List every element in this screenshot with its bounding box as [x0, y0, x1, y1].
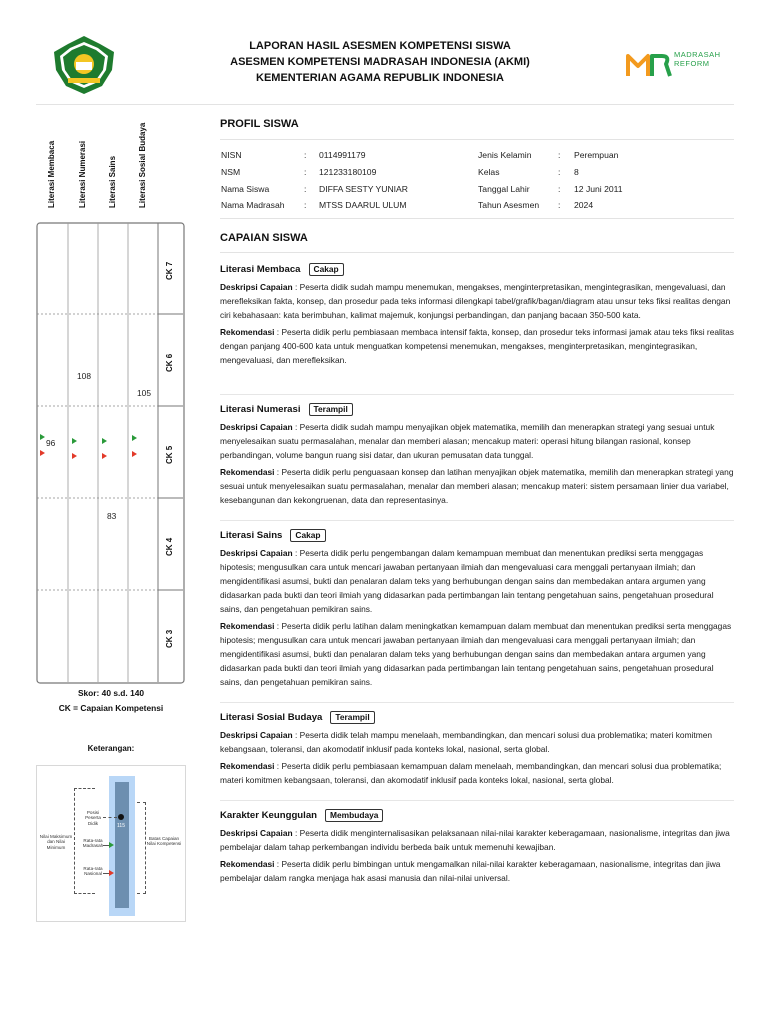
chart-ck-note: CK = Capaian Kompetensi	[58, 703, 164, 713]
profile-value: 0114991179	[319, 150, 366, 160]
madrasah-average-marker	[72, 438, 77, 444]
chart-score-label: 96	[46, 438, 56, 449]
national-average-marker	[40, 450, 45, 456]
rec-text: : Peserta didik perlu pembiasaan membaca intensif fakta, konsep, dan prosedur teks informasi jamak atau teks fiksi realitas dengan panjang 400-600 kata untuk menguatkan kompetensi menemukan, mengakses, menginterpretasikan, mengintegrasikan, mengevaluasi, dan merefleksikan.	[220, 327, 734, 365]
chart-column-label: Literasi Membaca	[47, 140, 56, 208]
chart-band-label: CK 3	[165, 629, 174, 648]
subject-level-badge: Cakap	[309, 263, 344, 276]
subject-divider	[220, 800, 734, 801]
subject-name: Literasi Numerasi	[220, 403, 301, 415]
desc-label: Deskripsi Capaian	[220, 828, 293, 838]
chart-band-label: CK 4	[165, 537, 174, 556]
rec-text: : Peserta didik perlu latihan dalam meningkatkan kemampuan dalam membuat dan menentukan prediksi serta menggagas hipotesis; mengusulkan cara untuk mencari jawaban pertanyaan ilmiah dan mengevaluasi cara menggali pertanyaan ilmiah; dan mengidentifikasi asumsi, bukti dan penalaran dalam teks yang berhubungan dengan sains dan membedakan antara argumen yang didasarkan pada bukti dan teori ilmiah yang didasarkan pada pertimbangan lain tentang pengetahuan sains, pengetahuan prosedural sains, dan pengetahuan pemikiran sains.	[220, 621, 732, 687]
subject-divider	[220, 520, 734, 521]
profile-separator: :	[304, 167, 307, 177]
profile-value: 2024	[574, 200, 594, 210]
profile-separator: :	[304, 184, 307, 194]
subject-divider	[220, 394, 734, 395]
profile-label: Jenis Kelamin	[478, 150, 532, 160]
profile-label: NSM	[221, 167, 241, 177]
profile-separator: :	[304, 200, 307, 210]
national-average-marker	[132, 451, 137, 457]
chart-band-label: CK 5	[165, 445, 174, 464]
subject-recommendation	[220, 759, 734, 787]
madrasah-average-marker	[132, 435, 137, 441]
profile-separator: :	[304, 150, 307, 160]
subject-name: Literasi Membaca	[220, 263, 301, 275]
legend-posisi-label: Posisi Peserta Didik	[85, 810, 101, 826]
desc-text: : Peserta didik perlu pengembangan dalam kemampuan membuat dan menentukan prediksi serta menggagas hipotesis; mengusulkan cara untuk mencari jawaban pertanyaan ilmiah dan mengevaluasi cara menggali pertanyaan ilmiah; dan mengidentifikasi asumsi, bukti dan penalaran dalam teks yang berhubungan dengan sains dan membedakan antara argumen yang didasarkan pada bukti dan teori ilmiah yang didasarkan pada pertimbangan lain tentang pengetahuan sains, pengetahuan prosedural sains, dan pengetahuan pemikiran sains.	[220, 548, 714, 614]
profile-label: Tahun Asesmen	[478, 200, 540, 210]
capaian-divider	[220, 252, 734, 253]
capaian-title: CAPAIAN SISWA	[220, 232, 308, 244]
legend-dot	[118, 814, 124, 820]
desc-label: Deskripsi Capaian	[220, 422, 293, 432]
subject-divider	[220, 702, 734, 703]
national-average-marker	[102, 453, 107, 459]
subject-name: Karakter Keunggulan	[220, 809, 318, 821]
legend-madrasah-label: Rata-rata Madrasah	[82, 838, 104, 849]
profile-value: MTSS DAARUL ULUM	[319, 200, 407, 210]
subject-section	[220, 261, 734, 367]
legend-nasional-label: Rata-rata Nasional	[83, 866, 103, 877]
subject-heading	[220, 261, 734, 277]
subject-description	[220, 728, 734, 756]
subject-section	[220, 401, 734, 507]
subject-level-badge: Terampil	[309, 403, 353, 416]
profile-separator: :	[558, 167, 561, 177]
profile-value: Perempuan	[574, 150, 619, 160]
profile-value: 8	[574, 167, 579, 177]
subject-section	[220, 527, 734, 689]
reform-logo-line2: REFORM	[674, 59, 710, 68]
desc-text: : Peserta didik sudah mampu menyajikan objek matematika, memilih dan menerapkan strategi yang sesuai untuk menyelesaikan suatu permasalahan, menalar dan memberi alasan; mencakup materi: operasi hitung bilangan rasional, konsep perbandingan, volume bangun ruang sisi datar, dan ukuran pemusatan data tunggal.	[220, 422, 715, 460]
header-line-2: ASESMEN KOMPETENSI MADRASAH INDONESIA (AKMI)	[230, 56, 530, 68]
profile-separator: :	[558, 200, 561, 210]
ck-chart	[36, 110, 186, 690]
header-divider	[36, 104, 734, 105]
kemenag-logo	[50, 34, 118, 96]
rec-text: : Peserta didik perlu bimbingan untuk mengamalkan nilai-nilai karakter keberagamaan, nasionalisme, integritas dan jiwa pembelajar dalam rangka menjaga hak asasi manusia dan nilai-nilai universal.	[220, 859, 721, 883]
chart-band-label: CK 7	[165, 261, 174, 280]
rec-label: Rekomendasi	[220, 859, 275, 869]
legend-box	[36, 765, 186, 922]
header-line-1: LAPORAN HASIL ASESMEN KOMPETENSI SISWA	[249, 40, 511, 52]
madrasah-reform-logo	[626, 48, 730, 82]
chart-band-label: CK 6	[165, 353, 174, 372]
profile-separator: :	[558, 184, 561, 194]
subject-name: Literasi Sains	[220, 529, 283, 541]
subject-recommendation	[220, 857, 734, 885]
legend-bar	[115, 782, 129, 908]
subject-recommendation	[220, 325, 734, 367]
desc-label: Deskripsi Capaian	[220, 282, 293, 292]
profile-label: Nama Madrasah	[221, 200, 285, 210]
profile-divider	[220, 139, 734, 140]
subject-heading	[220, 709, 734, 725]
legend-batas-label: Batas Capaian Nilai Kompetensi	[146, 836, 182, 847]
subject-level-badge: Cakap	[290, 529, 325, 542]
profile-label: Nama Siswa	[221, 184, 270, 194]
rec-text: : Peserta didik perlu penguasaan konsep dan latihan menyajikan objek matematika, memilih dan menerapkan strategi yang sesuai untuk menyelesaikan suatu permasalahan, menalar dan memberi alasan; mencakup materi: sistem persamaan linier dua variabel, kesebangunan dan kekongruenan, data dan representasinya.	[220, 467, 734, 505]
madrasah-average-marker	[102, 438, 107, 444]
legend-title: Keterangan:	[87, 744, 135, 753]
chart-score-label: 108	[77, 371, 91, 382]
subject-heading	[220, 401, 734, 417]
profile-label: NISN	[221, 150, 242, 160]
national-average-marker	[72, 453, 77, 459]
legend-link-posisi	[103, 817, 117, 818]
chart-marks	[36, 222, 186, 692]
legend-maxmin-label: Nilai Maksimum dan Nilai Minimum	[39, 834, 73, 850]
subject-description	[220, 420, 734, 462]
reform-logo-line1: MADRASAH	[674, 50, 721, 59]
subject-level-badge: Membudaya	[325, 809, 383, 822]
rec-label: Rekomendasi	[220, 327, 275, 337]
desc-label: Deskripsi Capaian	[220, 548, 293, 558]
profile-separator: :	[558, 150, 561, 160]
subject-description	[220, 546, 734, 616]
chart-scale-note: Skor: 40 s.d. 140	[77, 688, 145, 698]
legend-red-marker	[109, 870, 114, 876]
chart-column-label: Literasi Sains	[108, 155, 117, 208]
chart-column-label: Literasi Sosial Budaya	[138, 122, 147, 208]
subject-section	[220, 807, 734, 885]
profile-value: 12 Juni 2011	[574, 184, 623, 194]
legend-green-marker	[109, 842, 114, 848]
desc-text: : Peserta didik telah mampu menelaah, membandingkan, dan mencari solusi dua problematika; materi komitmen kebangsaan, toleransi, dan akomodatif inklusif pada konteks lokal, nasional, serta global.	[220, 730, 713, 754]
header-line-3: KEMENTERIAN AGAMA REPUBLIK INDONESIA	[256, 72, 504, 84]
profile-bottom-divider	[220, 218, 734, 219]
rec-label: Rekomendasi	[220, 621, 275, 631]
subject-description	[220, 280, 734, 322]
chart-score-label: 105	[137, 388, 151, 398]
profile-value: 121233180109	[319, 167, 377, 177]
subject-description	[220, 826, 734, 854]
profile-label: Kelas	[478, 167, 500, 177]
subject-recommendation	[220, 465, 734, 507]
profile-value: DIFFA SESTY YUNIAR	[319, 184, 408, 194]
profile-label: Tanggal Lahir	[478, 184, 530, 194]
legend-bracket-right	[137, 802, 146, 894]
chart-score-label: 83	[107, 511, 117, 522]
subject-level-badge: Terampil	[330, 711, 374, 724]
legend-score: 115	[117, 823, 125, 829]
subject-heading	[220, 807, 734, 823]
subject-name: Literasi Sosial Budaya	[220, 711, 323, 723]
subject-recommendation	[220, 619, 734, 689]
subject-section	[220, 709, 734, 787]
madrasah-average-marker	[40, 434, 45, 440]
desc-text: : Peserta didik sudah mampu menemukan, mengakses, menginterpretasikan, mengintegrasikan, mengevaluasi, dan merefleksikan fakta, konsep, dan prosedur pada teks informasi dilengkapi tabel/grafik/bagan/diagram atau unsur teks fiksi realitas dengan ciri kebahasaan: kata berimbuhan, kalimat majemuk, konjungsi perbandingan, dan panjang bacaan 350-500 kata.	[220, 282, 731, 320]
rec-text: : Peserta didik perlu pembiasaan kemampuan dalam menelaah, membandingkan, dan mencari solusi dua problematika; materi komitmen kebangsaan, toleransi, dan akomodatif inklusif pada konteks lokal, nasional, serta global.	[220, 761, 722, 785]
desc-text: : Peserta didik menginternalisasikan pelaksanaan nilai-nilai karakter keberagamaan, nasionalisme, integritas dan jiwa pembelajar dalam tahap perkembangan individu berbeda baik untuk memenuhi kewajiban.	[220, 828, 730, 852]
subject-heading	[220, 527, 734, 543]
report-header	[220, 38, 540, 86]
rec-label: Rekomendasi	[220, 467, 275, 477]
desc-label: Deskripsi Capaian	[220, 730, 293, 740]
rec-label: Rekomendasi	[220, 761, 275, 771]
profile-title: PROFIL SISWA	[220, 118, 299, 130]
chart-column-label: Literasi Numerasi	[78, 140, 87, 208]
